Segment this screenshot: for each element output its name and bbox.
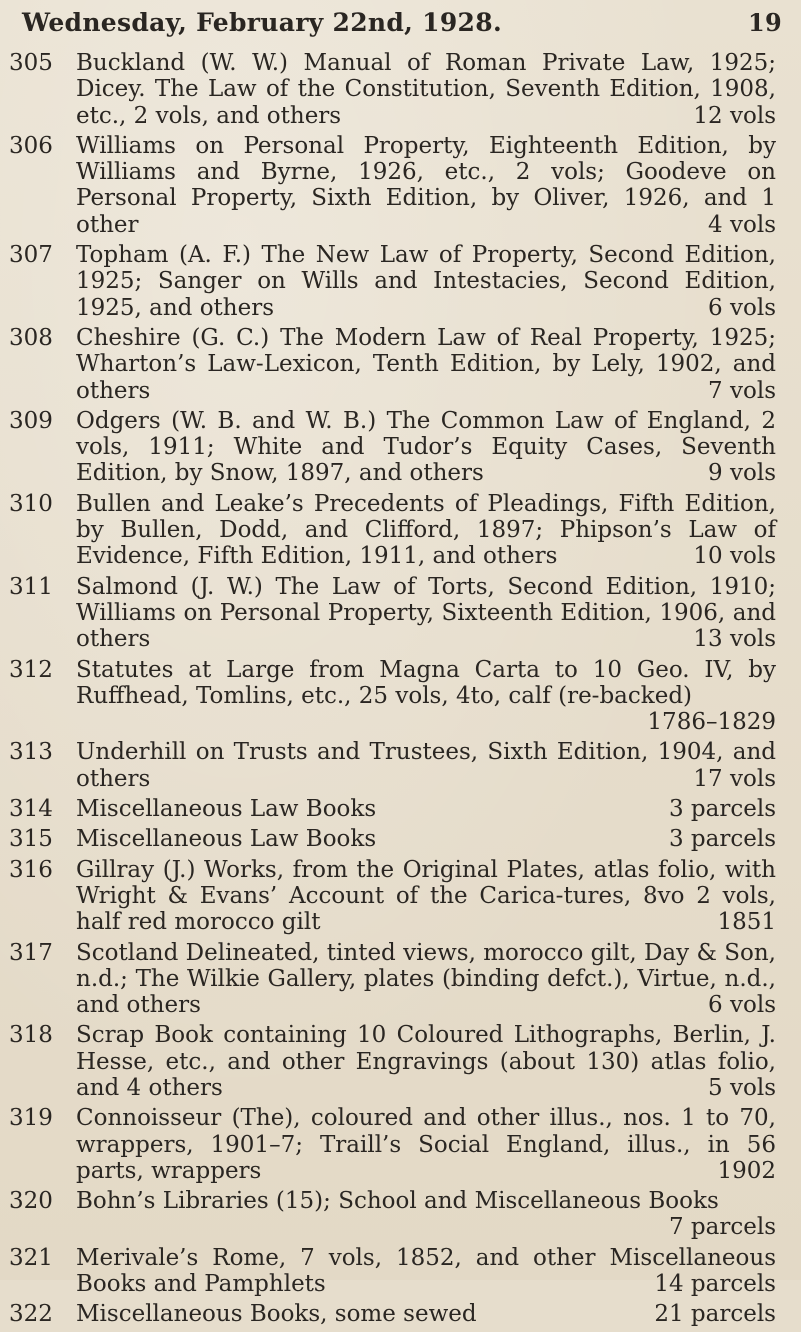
lot-quantity: 4 vols — [708, 211, 776, 238]
lot-number: 311 — [9, 573, 53, 600]
lot-quantity: 6 vols — [708, 992, 776, 1019]
lot-quantity: 5 vols — [708, 1074, 776, 1101]
page-number: 19 — [748, 7, 782, 37]
lot-text: Salmond (J. W.) The Law of Torts, Second Edition, 1910; Williams on Personal Property, Sixteenth Edition, 1906, and others — [76, 573, 776, 653]
lot-description — [76, 1188, 776, 1241]
lot-number: 317 — [9, 939, 53, 966]
lot-entry — [0, 857, 801, 936]
lot-description — [76, 1245, 776, 1298]
lot-text: Scrap Book containing 10 Coloured Lithographs, Berlin, J. Hesse, etc., and other Engravings (about 130) atlas folio, and 4 others — [76, 1022, 776, 1101]
lot-number: 318 — [9, 1022, 53, 1049]
lot-text: Buckland (W. W.) Manual of Roman Private Law, 1925; Dicey. The Law of the Constitution, Seventh Edition, 1908, etc., 2 vols, and others — [76, 50, 776, 129]
lot-description — [76, 857, 776, 936]
lot-quantity: 10 vols — [693, 543, 776, 570]
lot-entry — [0, 491, 801, 570]
lot-number: 307 — [9, 242, 53, 269]
lot-text: Miscellaneous Law Books — [76, 796, 377, 823]
lot-text: Miscellaneous Law Books — [76, 826, 377, 853]
lot-entry — [0, 325, 801, 404]
lot-description — [76, 50, 776, 129]
lot-entry — [0, 657, 801, 736]
lot-description — [76, 739, 776, 792]
lot-quantity: 6 vols — [708, 294, 776, 321]
lot-text: Connoisseur (The), coloured and other illus., nos. 1 to 70, wrappers, 1901–7; Traill’s Social England, illus., in 56 parts, wrappers — [76, 1105, 776, 1184]
lot-quantity: 9 vols — [708, 460, 776, 487]
lot-quantity: 1902 — [717, 1157, 776, 1184]
lot-date-range: 1786–1829 — [647, 709, 776, 736]
lot-text: Scotland Delineated, tinted views, morocco gilt, Day & Son, n.d.; The Wilkie Gallery, plates (binding defct.), Virtue, n.d., and others — [76, 939, 776, 1019]
lot-text: Merivale’s Rome, 7 vols, 1852, and other Miscellaneous Books and Pamphlets — [76, 1244, 776, 1298]
lot-description — [76, 1105, 776, 1184]
lot-quantity: 7 parcels — [668, 1214, 776, 1241]
lot-entry — [0, 826, 801, 852]
lot-entry — [0, 133, 801, 238]
lot-description — [76, 242, 776, 321]
lot-quantity: 3 parcels — [668, 826, 776, 853]
lot-description — [76, 491, 776, 570]
lot-text: Topham (A. F.) The New Law of Property, Second Edition, 1925; Sanger on Wills and Intestacies, Second Edition, 1925, and others — [76, 242, 776, 321]
lot-description — [76, 826, 776, 852]
lot-quantity: 7 vols — [708, 377, 776, 404]
lot-description — [76, 796, 776, 822]
lot-description — [76, 325, 776, 404]
lot-entry — [0, 1301, 801, 1327]
lot-text: Odgers (W. B. and W. B.) The Common Law of England, 2 vols, 1911; White and Tudor’s Equity Cases, Seventh Edition, by Snow, 1897, and others — [76, 407, 776, 487]
lot-number: 306 — [9, 132, 53, 159]
lot-text: Bullen and Leake’s Precedents of Pleadings, Fifth Edition, by Bullen, Dodd, and Clifford, 1897; Phipson’s Law of Evidence, Fifth Edition, 1911, and others — [76, 490, 776, 570]
lot-entry — [0, 1022, 801, 1101]
lot-text: Statutes at Large from Magna Carta to 10 Geo. IV, by Ruffhead, Tomlins, etc., 25 vols, 4to, calf (re-backed) — [76, 656, 776, 709]
lot-quantity: 21 parcels — [654, 1301, 776, 1328]
lot-text: Miscellaneous Books, some sewed — [76, 1301, 477, 1328]
lot-description — [76, 940, 776, 1019]
lot-number: 315 — [9, 826, 53, 853]
lot-quantity: 17 vols — [693, 765, 776, 792]
lot-text: Underhill on Trusts and Trustees, Sixth Edition, 1904, and others — [76, 739, 776, 792]
lot-number: 320 — [9, 1188, 53, 1215]
lot-entry — [0, 50, 801, 129]
lot-quantity: 3 parcels — [668, 796, 776, 823]
lot-entry — [0, 739, 801, 792]
lot-description — [76, 1301, 776, 1327]
page-title: Wednesday, February 22nd, 1928. — [22, 7, 502, 37]
lot-number: 314 — [9, 796, 53, 823]
lot-entry — [0, 1105, 801, 1184]
lot-quantity: 12 vols — [693, 102, 776, 129]
lot-entry — [0, 1188, 801, 1241]
lot-quantity: 1851 — [717, 909, 776, 936]
lot-quantity: 14 parcels — [654, 1271, 776, 1298]
lot-number: 319 — [9, 1105, 53, 1132]
lot-text: Cheshire (G. C.) The Modern Law of Real Property, 1925; Wharton’s Law-Lexicon, Tenth Edition, by Lely, 1902, and others — [76, 324, 776, 404]
lot-number: 312 — [9, 656, 53, 683]
lot-text: Gillray (J.) Works, from the Original Plates, atlas folio, with Wright & Evans’ Account of the Carica-tures, 8vo 2 vols, half red morocco gilt — [76, 856, 776, 936]
lot-text: Bohn’s Libraries (15); School and Miscellaneous Books — [76, 1188, 719, 1215]
lot-description — [76, 408, 776, 487]
lot-text: Williams on Personal Property, Eighteenth Edition, by Williams and Byrne, 1926, etc., 2 vols; Goodeve on Personal Property, Sixth Edition, by Oliver, 1926, and 1 other — [76, 132, 776, 238]
lot-entry — [0, 408, 801, 487]
lot-number: 322 — [9, 1301, 53, 1328]
lot-description — [76, 574, 776, 653]
page-header — [22, 2, 782, 42]
lot-entry — [0, 796, 801, 822]
lot-entry — [0, 242, 801, 321]
lot-number: 310 — [9, 490, 53, 517]
lot-number: 313 — [9, 739, 53, 766]
lot-number: 309 — [9, 407, 53, 434]
lot-list — [0, 50, 801, 1332]
lot-description — [76, 657, 776, 736]
lot-entry — [0, 574, 801, 653]
lot-description — [76, 1022, 776, 1101]
lot-quantity: 13 vols — [693, 626, 776, 653]
lot-number: 316 — [9, 856, 53, 883]
lot-number: 321 — [9, 1244, 53, 1271]
lot-entry — [0, 1245, 801, 1298]
lot-number: 305 — [9, 50, 53, 76]
lot-entry — [0, 940, 801, 1019]
lot-description — [76, 133, 776, 238]
lot-number: 308 — [9, 324, 53, 351]
